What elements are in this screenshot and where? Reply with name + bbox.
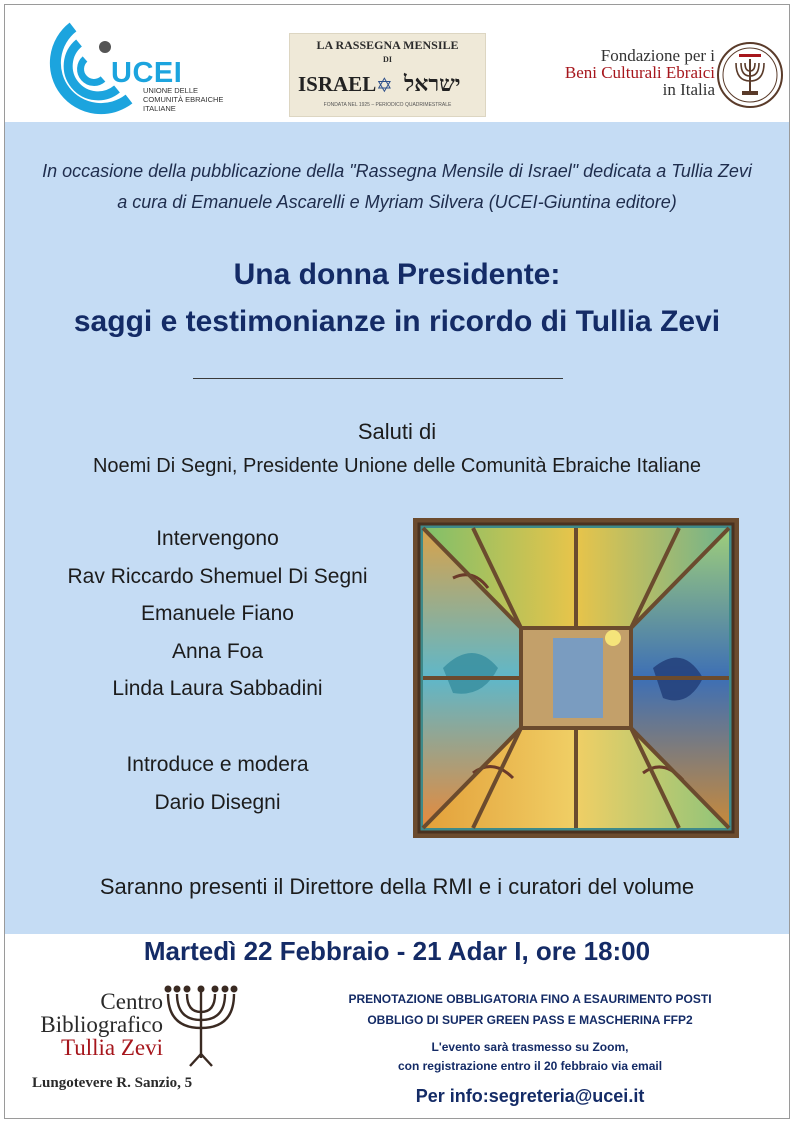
booking-notice: PRENOTAZIONE OBBLIGATORIA FINO A ESAURIMENTO POSTI xyxy=(348,992,712,1006)
centro-bibliografico-name: Centro Bibliografico Tullia Zevi xyxy=(40,989,163,1060)
star-of-david-icon: ✡ xyxy=(376,75,393,97)
fondazione-name: Fondazione per i Beni Culturali Ebraici in Italia xyxy=(564,46,715,99)
ucei-name: UCEI xyxy=(111,57,183,89)
intro-text: In occasione della pubblicazione della "Rassegna Mensile di Israel" dedicata a Tullia Zevi a cura di Emanuele Ascarelli e Myriam Silvera (UCEI-Giuntina editore) xyxy=(42,161,752,212)
fondazione-seal-icon xyxy=(716,41,784,109)
rassegna-foot: FONDATA NEL 1925 – PERIODICO QUADRIMESTRALE xyxy=(323,102,452,108)
info-email: Per info:segreteria@ucei.it xyxy=(415,1086,645,1106)
rassegna-title: LA RASSEGNA MENSILE xyxy=(316,38,459,52)
speaker-name: Emanuele Fiano xyxy=(141,602,294,625)
menorah-icon xyxy=(162,982,240,1068)
event-date: Martedì 22 Febbraio - 21 Adar I, ore 18:00 xyxy=(143,936,651,966)
zoom-notice: L'evento sarà trasmesso su Zoom, xyxy=(431,1040,629,1054)
event-title: Una donna Presidente: saggi e testimonianze in ricordo di Tullia Zevi xyxy=(73,258,721,338)
speaker-name: Linda Laura Sabbadini xyxy=(112,677,323,700)
address: Lungotevere R. Sanzio, 5 xyxy=(32,1075,193,1091)
header-logos xyxy=(5,5,789,122)
rassegna-hebrew: ישראל xyxy=(404,71,461,97)
rassegna-mensile-logo xyxy=(289,33,486,117)
painting-image xyxy=(413,518,739,838)
moderator-heading: Introduce e modera xyxy=(126,753,309,776)
speaker-name: Anna Foa xyxy=(171,640,264,663)
rassegna-israel: ISRAEL xyxy=(298,72,377,96)
saluti-heading: Saluti di xyxy=(357,419,437,444)
zoom-registration: con registrazione entro il 20 febbraio via email xyxy=(397,1059,663,1073)
covid-notice: OBBLIGO DI SUPER GREEN PASS E MASCHERINA FFP2 xyxy=(367,1013,693,1027)
divider xyxy=(193,378,563,379)
rassegna-di: DI xyxy=(383,55,392,64)
ucei-subtitle: UNIONE DELLE COMUNITÀ EBRAICHE ITALIANE xyxy=(143,86,224,113)
speakers-heading: Intervengono xyxy=(156,527,279,550)
speaker-name: Rav Riccardo Shemuel Di Segni xyxy=(67,565,368,588)
moderator-name: Dario Disegni xyxy=(154,791,281,814)
saluti-name: Noemi Di Segni, Presidente Unione delle Comunità Ebraiche Italiane xyxy=(92,455,702,477)
closing-note: Saranno presenti il Direttore della RMI e i curatori del volume xyxy=(99,874,695,899)
